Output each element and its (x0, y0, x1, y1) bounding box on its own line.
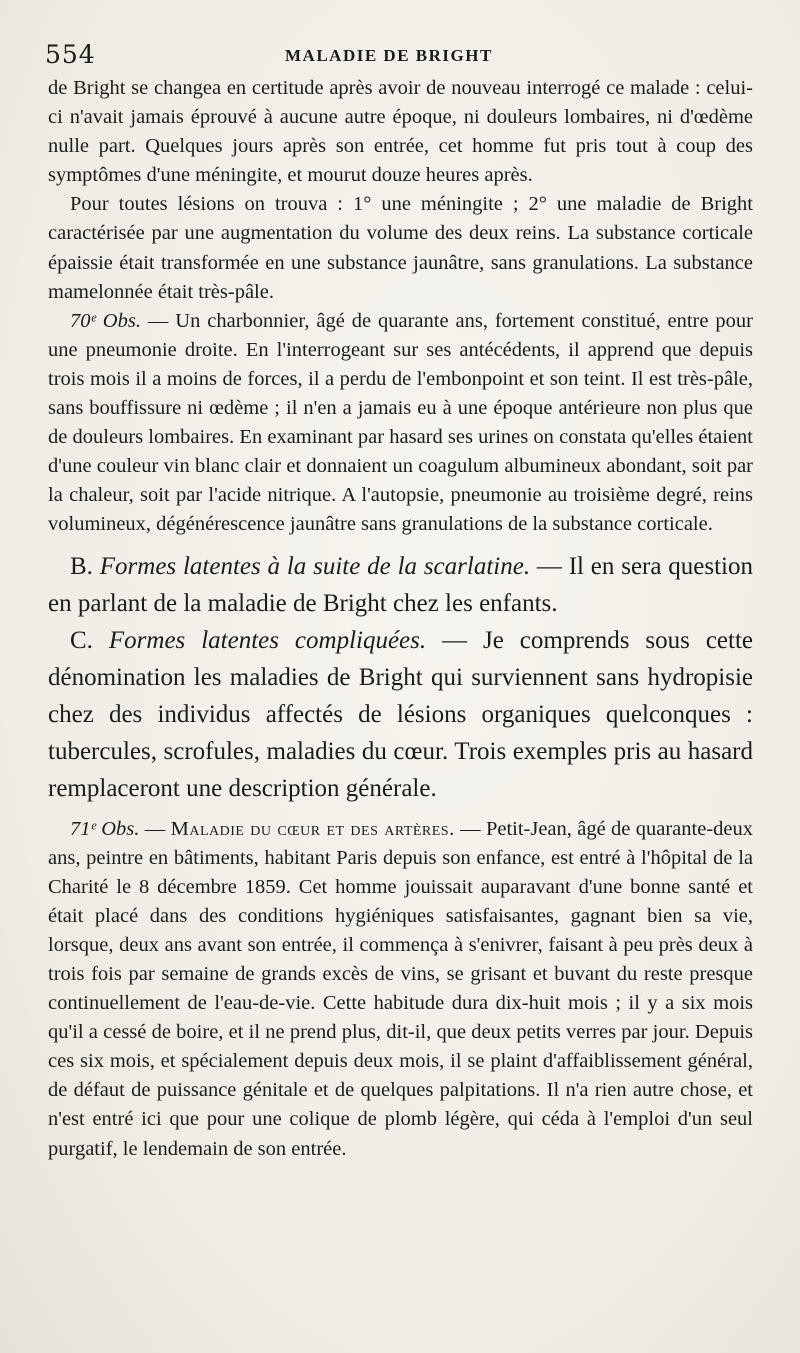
section-b (48, 548, 753, 622)
observation-text: — Un charbonnier, âgé de quarante ans, fortement constitué, entre pour une pneumonie droite. En l'interrogeant sur ses antécédents, il apprend que depuis trois mois il a moins de forces, il a perdu de l'embonpoint et son teint. Il est très-pâle, sans bouffissure ni œdème ; il n'en a jamais eu à une époque antérieure non plus que de douleurs lombaires. En examinant par hasard ses urines on constata qu'elles étaient d'une couleur vin blanc clair et donnaient un coagulum albumineux abondant, soit par la chaleur, soit par l'acide nitrique. A l'autopsie, pneumonie au troisième degré, reins volumineux, dégénérescence jaunâtre sans granulations de la substance corticale. (48, 309, 753, 536)
paragraph-lesions (48, 190, 753, 306)
paragraph-text: Pour toutes lésions on trouva : 1° une méningite ; 2° une maladie de Bright caractérisée par une augmentation du volume des deux reins. La substance corticale épaissie était transformée en une substance jaunâtre, sans granulations. La substance mamelonnée était très-pâle. (48, 193, 753, 303)
observation-text: — Petit-Jean, âgé de quarante-deux ans, peintre en bâtiments, habitant Paris depuis son enfance, est entré à l'hôpital de la Charité le 8 décembre 1859. Cet homme jouissait auparavant d'une bonne santé et était placé dans des conditions hygiéniques satisfaisantes, gagnant bien sa vie, lorsque, deux ans avant son entrée, il commença à s'enivrer, faisant à peu près deux à trois fois par semaine de grands excès de vins, se grisant et buvant du reste presque continuellement de l'eau-de-vie. Cette habitude dura dix-huit mois ; il y a six mois qu'il a cessé de boire, et il ne prend plus, dit-il, que deux petits verres par jour. Depuis ces six mois, et spécialement depuis deux mois, il se plaint d'affaiblissement général, de défaut de puissance génitale et de quelques palpitations. Il n'a rien autre chose, et n'est entré ici que pour une colique de plomb légère, qui céda à l'emploi d'un seul purgatif, le lendemain de son entrée. (48, 817, 754, 1160)
paragraph-text: de Bright se changea en certitude après avoir de nouveau interrogé ce malade : celui-ci n'avait jamais éprouvé à aucune autre époque, ni douleurs lombaires, ni d'œdème nulle part. Quelques jours après son entrée, cet homme fut pris tout à coup des symptômes d'une méningite, et mourut douze heures après. (48, 77, 753, 187)
section-text: — Je comprends sous cette dénomination les maladies de Bright qui surviennent sans hydropisie chez des individus affectés de lésions organiques quelconques : tubercules, scrofules, maladies du cœur. Trois exemples pris au hasard remplaceront une description générale. (48, 626, 754, 802)
observation-title: Maladie du cœur et des artères. (170, 817, 455, 840)
observation-70 (48, 307, 753, 540)
small-text-block (48, 74, 753, 540)
paragraph-continuation (48, 74, 753, 190)
page-number: 554 (45, 40, 96, 69)
section-title: Formes latentes à la suite de la scarlatine. (99, 552, 531, 580)
page-header (45, 40, 755, 74)
observation-label: 70ᵉ Obs. (70, 309, 141, 332)
section-letter: C. (70, 626, 93, 654)
section-title: Formes latentes compliquées. (108, 626, 427, 654)
small-text-block-2 (48, 815, 753, 1164)
observation-label: 71ᵉ Obs. (70, 817, 140, 840)
large-text-block (48, 548, 753, 807)
running-head: MALADIE DE BRIGHT (285, 46, 493, 65)
section-c (48, 622, 753, 807)
observation-71: 71ᵉ Obs. — Maladie du cœur et des artères. — Petit-Jean, âgé de quarante-deux ans, peintre en bâtiments, habitant Paris depuis son enfance, est entré à l'hôpital de la Charité le 8 décembre 1859. Cet homme jouissait auparavant d'une bonne santé et était placé dans des conditions hygiéniques satisfaisantes, gagnant bien sa vie, lorsque, deux ans avant son entrée, il commença à s'enivrer, faisant à peu près deux à trois fois par semaine de grands excès de vins, se grisant et buvant du reste presque continuellement de l'eau-de-vie. Cette habitude dura dix-huit mois ; il y a six mois qu'il a cessé de boire, et il ne prend plus, dit-il, que deux petits verres par jour. Depuis ces six mois, et spécialement depuis deux mois, il se plaint d'affaiblissement général, de défaut de puissance génitale et de quelques palpitations. Il n'a rien autre chose, et n'est entré ici que pour une colique de plomb légère, qui céda à l'emploi d'un seul purgatif, le lendemain de son entrée. (48, 817, 754, 1160)
section-text: — Il en sera question en parlant de la maladie de Bright chez les enfants. (48, 552, 753, 617)
body-text (48, 74, 753, 1164)
section-letter: B. (70, 552, 93, 580)
